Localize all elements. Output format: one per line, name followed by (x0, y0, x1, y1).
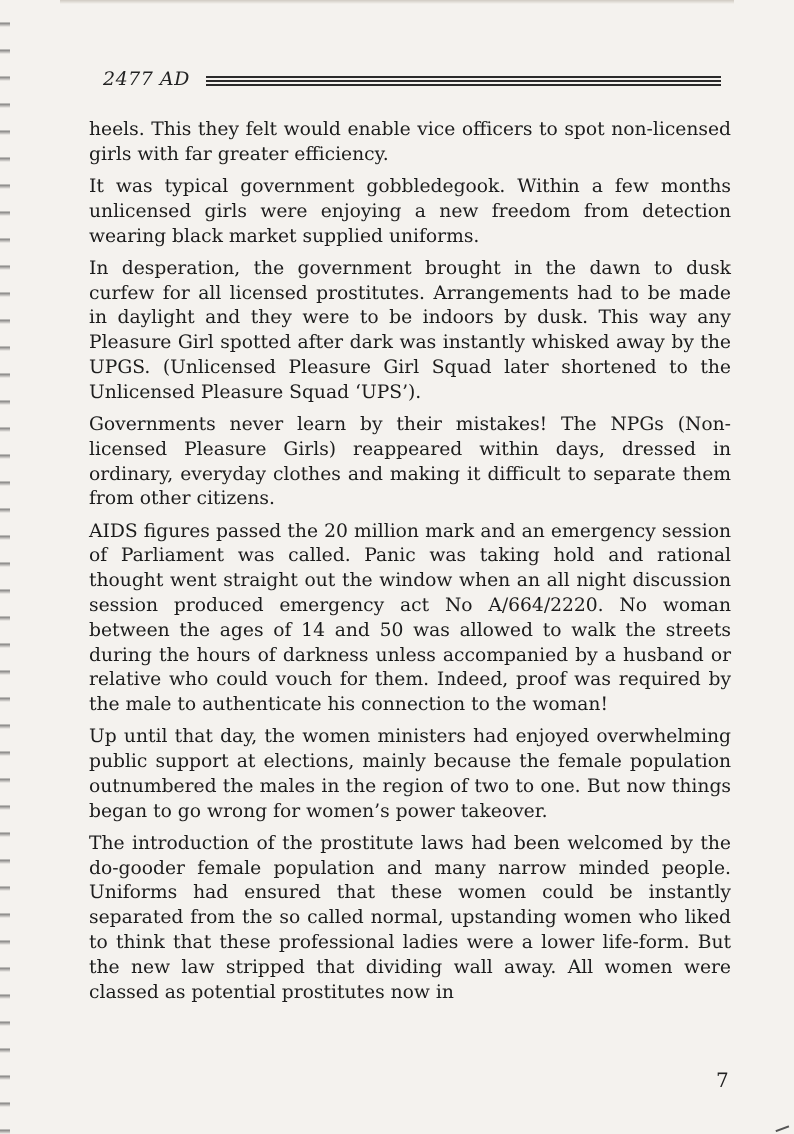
page-number: 7 (716, 1068, 729, 1092)
paragraph: It was typical government gobbledegook. Within a few months unlicensed girls were enjoying a new freedom from detection wearing black market supplied uniforms. (89, 175, 731, 247)
paragraph: In desperation, the government brought in the dawn to dusk curfew for all licensed prostitutes. Arrangements had to be made in daylight and they were to be indoors by dusk. This way any Pleasure Girl spotted after dark was instantly whisked away by the UPGS. (Unlicensed Pleasure Girl Squad later shortened to the Unlicensed Pleasure Squad ‘UPS’). (89, 257, 731, 403)
corner-scan-mark (773, 1118, 790, 1132)
paragraph: heels. This they felt would enable vice officers to spot non-licensed girls with far greater efficiency. (89, 119, 731, 165)
header-double-rule (206, 76, 721, 90)
paragraph: The introduction of the prostitute laws had been welcomed by the do-gooder female population and many narrow minded people. Uniforms had ensured that these women could be instantly separated from the so called normal, upstanding women who liked to think that these professional ladies were a lower life-form. But the new law stripped that dividing wall away. All women were classed as potential prostitutes now in (89, 832, 731, 1003)
body-text (89, 118, 731, 1013)
paragraph: AIDS figures passed the 20 million mark and an emergency session of Parliament was called. Panic was taking hold and rational thought went straight out the window when an all night discussion session produced emergency act No A/664/2220. No woman between the ages of 14 and 50 was allowed to walk the streets during the hours of darkness unless accompanied by a husband or relative who could vouch for them. Indeed, proof was required by the male to authenticate his connection to the woman! (89, 520, 731, 716)
paragraph: Up until that day, the women ministers had enjoyed overwhelming public support at elections, mainly because the female population outnumbered the males in the region of two to one. But now things began to go wrong for women’s power takeover. (89, 726, 731, 822)
page-top-edge-shadow (60, 0, 734, 4)
running-header (103, 66, 723, 96)
running-head-title: 2477 AD (103, 68, 190, 90)
paragraph: Governments never learn by their mistakes! The NPGs (Non-licensed Pleasure Girls) reappeared within days, dressed in ordinary, everyday clothes and making it difficult to separate them from other citizens. (89, 413, 731, 510)
left-binding-edge (0, 0, 10, 1134)
